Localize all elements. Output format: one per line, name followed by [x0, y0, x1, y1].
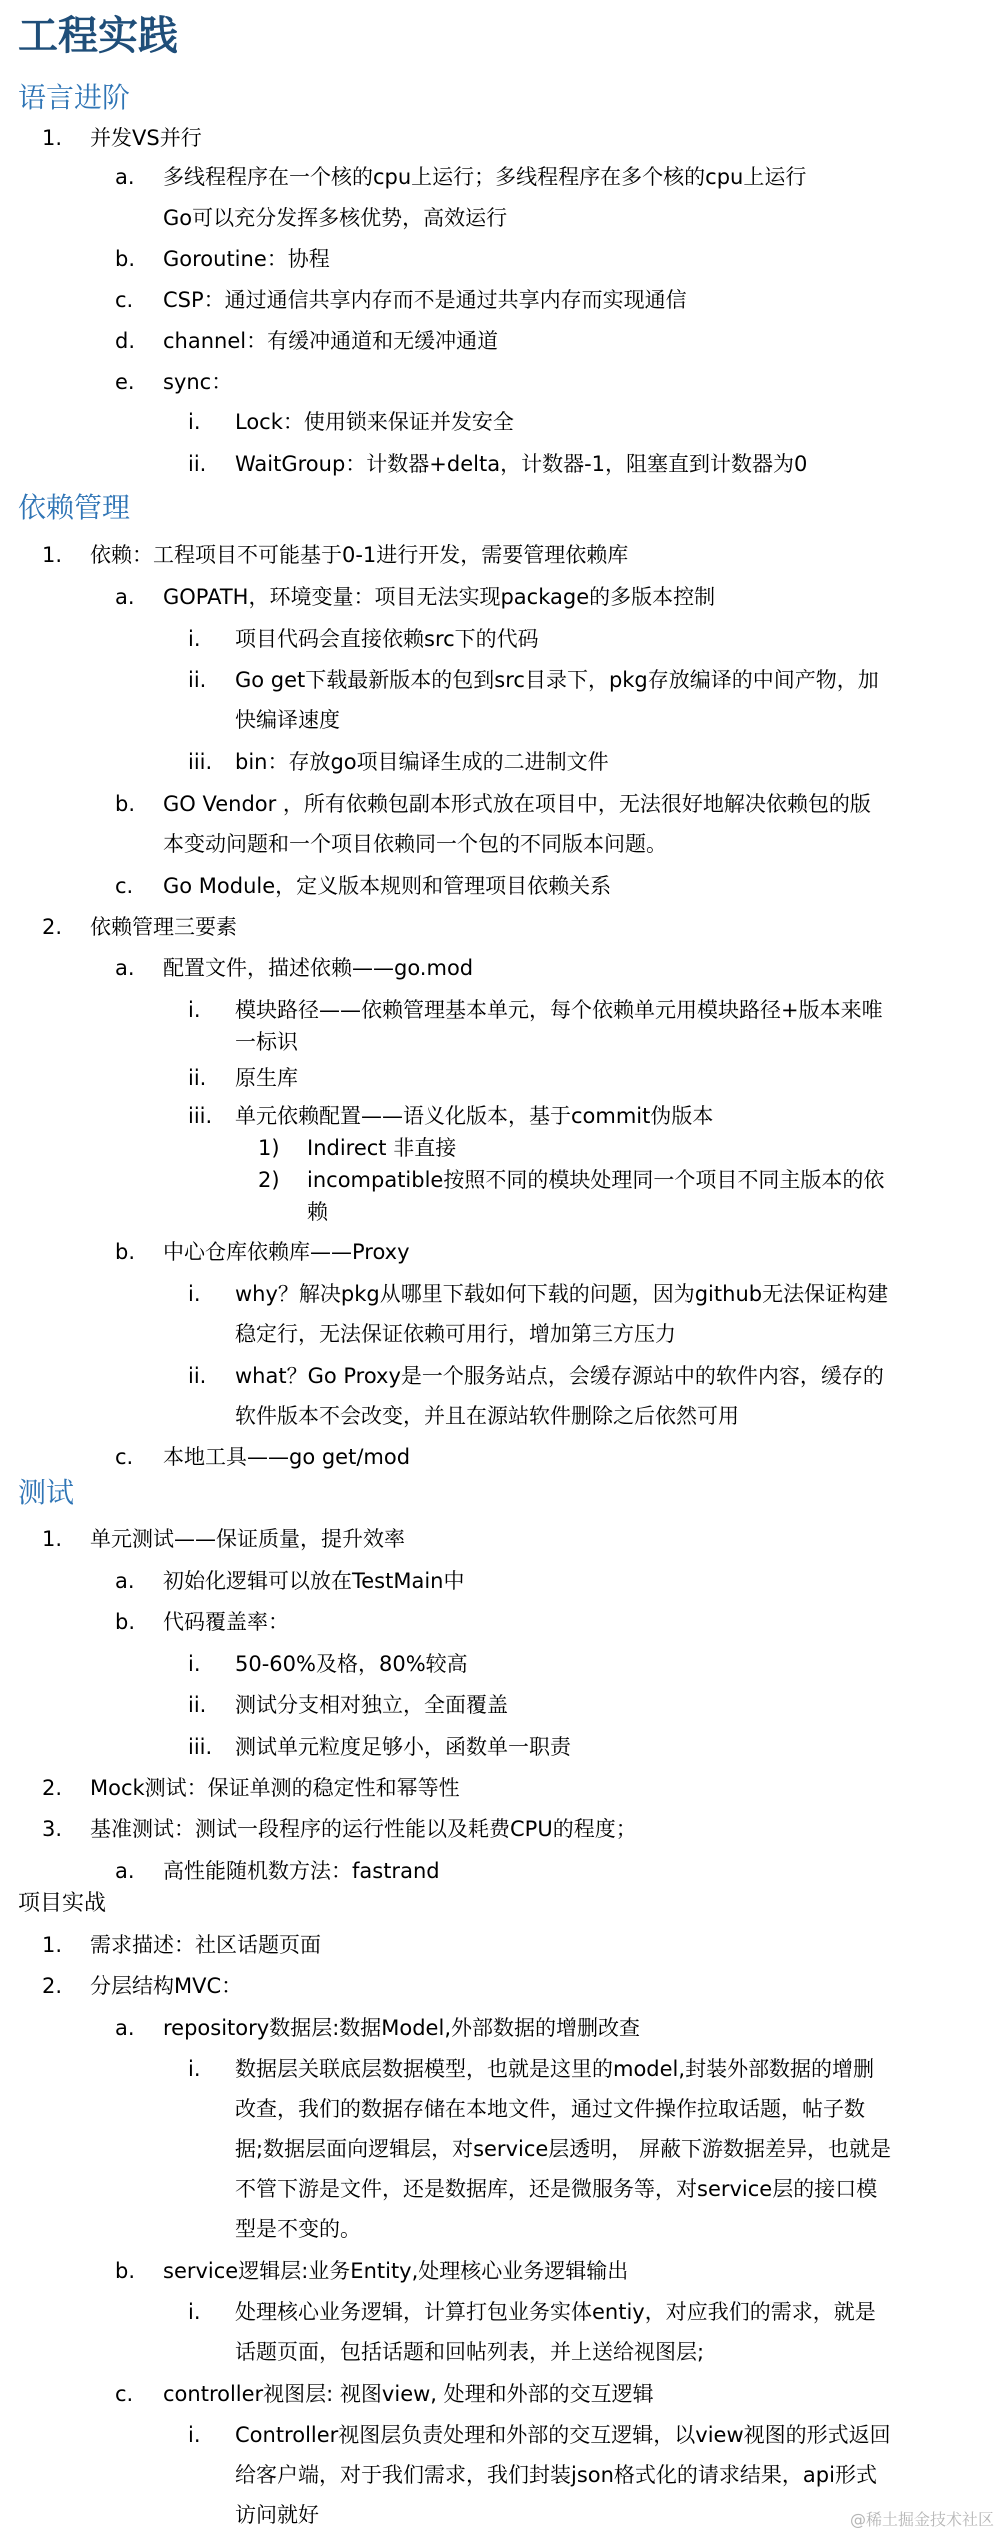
list-text: 测试分支相对独立，全面覆盖: [235, 1693, 508, 1717]
list-text: 据;数据层面向逻辑层，对service层透明， 屏蔽下游数据差异，也就是: [235, 2137, 891, 2161]
section-heading-testing: 测试: [18, 1476, 75, 1509]
list-marker: a.: [115, 1859, 135, 1883]
list-text: Go可以充分发挥多核优势，高效运行: [163, 206, 508, 230]
section-heading-project: 项目实战: [18, 1891, 107, 1916]
list-marker: 1.: [42, 1933, 63, 1957]
list-text: 快编译速度: [235, 708, 340, 732]
list-text: 模块路径——依赖管理基本单元，每个依赖单元用模块路径+版本来唯: [235, 998, 883, 1022]
list-text: 一标识: [235, 1030, 298, 1054]
list-marker: 2.: [42, 1974, 63, 1998]
list-marker: i.: [188, 1652, 201, 1676]
list-text: CSP：通过通信共享内存而不是通过共享内存而实现通信: [163, 288, 687, 312]
list-text: 初始化逻辑可以放在TestMain中: [163, 1569, 465, 1593]
list-text: 并发VS并行: [90, 126, 202, 150]
list-marker: a.: [115, 1569, 135, 1593]
list-text: Go Module，定义版本规则和管理项目依赖关系: [163, 874, 612, 898]
list-text: 高性能随机数方法：fastrand: [163, 1859, 440, 1883]
list-text: 数据层关联底层数据模型，也就是这里的model,封装外部数据的增删: [235, 2057, 875, 2081]
list-text: 本地工具——go get/mod: [163, 1445, 411, 1469]
list-text: 访问就好: [235, 2503, 319, 2527]
list-marker: i.: [188, 627, 201, 651]
list-marker: iii.: [188, 750, 213, 774]
list-text: GOPATH，环境变量：项目无法实现package的多版本控制: [163, 585, 716, 609]
list-marker: 1.: [42, 1527, 63, 1551]
list-marker: 2): [258, 1168, 280, 1192]
list-marker: c.: [115, 1445, 134, 1469]
list-marker: ii.: [188, 452, 207, 476]
list-marker: i.: [188, 1282, 201, 1306]
list-text: Lock：使用锁来保证并发安全: [235, 410, 514, 434]
list-text: 中心仓库依赖库——Proxy: [163, 1240, 410, 1264]
list-text: 软件版本不会改变，并且在源站软件删除之后依然可用: [235, 1404, 739, 1428]
list-marker: b.: [115, 247, 136, 271]
list-marker: i.: [188, 998, 201, 1022]
list-marker: i.: [188, 2423, 201, 2447]
list-text: GO Vendor ，所有依赖包副本形式放在项目中，无法很好地解决依赖包的版: [163, 792, 871, 816]
list-text: 50-60%及格，80%较高: [235, 1652, 468, 1676]
watermark: @稀土掘金技术社区: [849, 2510, 994, 2529]
list-marker: 1.: [42, 543, 63, 567]
list-marker: ii.: [188, 668, 207, 692]
list-text: Indirect 非直接: [307, 1136, 457, 1160]
list-text: Mock测试：保证单测的稳定性和幂等性: [90, 1776, 460, 1800]
list-text: 代码覆盖率：: [163, 1610, 289, 1634]
list-text: 单元依赖配置——语义化版本，基于commit伪版本: [235, 1104, 714, 1128]
list-marker: ii.: [188, 1364, 207, 1388]
list-text: bin：存放go项目编译生成的二进制文件: [235, 750, 609, 774]
list-text: 型是不变的。: [235, 2217, 361, 2241]
list-text: Controller视图层负责处理和外部的交互逻辑，以view视图的形式返回: [235, 2423, 891, 2447]
list-marker: a.: [115, 2016, 135, 2040]
list-text: 处理核心业务逻辑，计算打包业务实体entiy，对应我们的需求，就是: [235, 2300, 876, 2324]
list-text: why？解决pkg从哪里下载如何下载的问题，因为github无法保证构建: [235, 1282, 889, 1306]
list-text: 测试单元粒度足够小，函数单一职责: [235, 1735, 571, 1759]
list-marker: i.: [188, 2057, 201, 2081]
list-marker: c.: [115, 2382, 134, 2406]
section-heading-dependency: 依赖管理: [18, 491, 131, 524]
list-text: 基准测试：测试一段程序的运行性能以及耗费CPU的程度；: [90, 1817, 637, 1841]
list-text: 依赖管理三要素: [90, 915, 237, 939]
list-text: controller视图层: 视图view, 处理和外部的交互逻辑: [163, 2382, 654, 2406]
list-text: WaitGroup：计数器+delta，计数器-1，阻塞直到计数器为0: [235, 452, 808, 476]
list-text: what？Go Proxy是一个服务站点，会缓存源站中的软件内容，缓存的: [235, 1364, 884, 1388]
section-heading-language: 语言进阶: [18, 81, 131, 114]
list-text: Go get下载最新版本的包到src目录下，pkg存放编译的中间产物，加: [235, 668, 879, 692]
list-marker: b.: [115, 1240, 136, 1264]
list-marker: e.: [115, 370, 135, 394]
list-text: 稳定行，无法保证依赖可用行，增加第三方压力: [235, 1322, 676, 1346]
list-marker: b.: [115, 2259, 136, 2283]
list-marker: c.: [115, 288, 134, 312]
list-text: channel：有缓冲通道和无缓冲通道: [163, 329, 499, 353]
page-title: 工程实践: [18, 13, 178, 59]
list-text: 需求描述：社区话题页面: [90, 1933, 321, 1957]
list-text: 话题页面，包括话题和回帖列表，并上送给视图层;: [235, 2340, 705, 2364]
list-text: 多线程程序在一个核的cpu上运行；多线程程序在多个核的cpu上运行: [163, 165, 807, 189]
list-text: sync：: [163, 370, 233, 394]
list-marker: ii.: [188, 1693, 207, 1717]
list-text: 给客户端，对于我们需求，我们封装json格式化的请求结果，api形式: [235, 2463, 877, 2487]
list-marker: 1.: [42, 126, 63, 150]
list-marker: 3.: [42, 1817, 63, 1841]
list-marker: a.: [115, 165, 135, 189]
list-text: Goroutine：协程: [163, 247, 330, 271]
list-marker: a.: [115, 956, 135, 980]
list-marker: c.: [115, 874, 134, 898]
list-text: 依赖：工程项目不可能基于0-1进行开发，需要管理依赖库: [90, 543, 629, 567]
list-text: 项目代码会直接依赖src下的代码: [235, 627, 539, 651]
list-text: 单元测试——保证质量，提升效率: [90, 1527, 405, 1551]
list-marker: 2.: [42, 915, 63, 939]
list-marker: iii.: [188, 1735, 213, 1759]
list-text: 配置文件，描述依赖——go.mod: [163, 956, 474, 980]
list-marker: ii.: [188, 1066, 207, 1090]
list-marker: d.: [115, 329, 136, 353]
list-text: incompatible按照不同的模块处理同一个项目不同主版本的依: [307, 1168, 885, 1192]
list-marker: b.: [115, 792, 136, 816]
list-text: service逻辑层:业务Entity,处理核心业务逻辑输出: [163, 2259, 629, 2283]
list-text: 本变动问题和一个项目依赖同一个包的不同版本问题。: [163, 832, 667, 856]
list-text: repository数据层:数据Model,外部数据的增删改查: [163, 2016, 640, 2040]
list-marker: iii.: [188, 1104, 213, 1128]
list-marker: i.: [188, 2300, 201, 2324]
list-marker: b.: [115, 1610, 136, 1634]
list-text: 赖: [307, 1200, 328, 1224]
list-text: 改查，我们的数据存储在本地文件，通过文件操作拉取话题，帖子数: [235, 2097, 865, 2121]
list-text: 分层结构MVC：: [90, 1974, 243, 1998]
list-text: 不管下游是文件，还是数据库，还是微服务等，对service层的接口模: [235, 2177, 878, 2201]
list-marker: 2.: [42, 1776, 63, 1800]
list-text: 原生库: [235, 1066, 298, 1090]
list-marker: i.: [188, 410, 201, 434]
list-marker: a.: [115, 585, 135, 609]
list-marker: 1): [258, 1136, 280, 1160]
